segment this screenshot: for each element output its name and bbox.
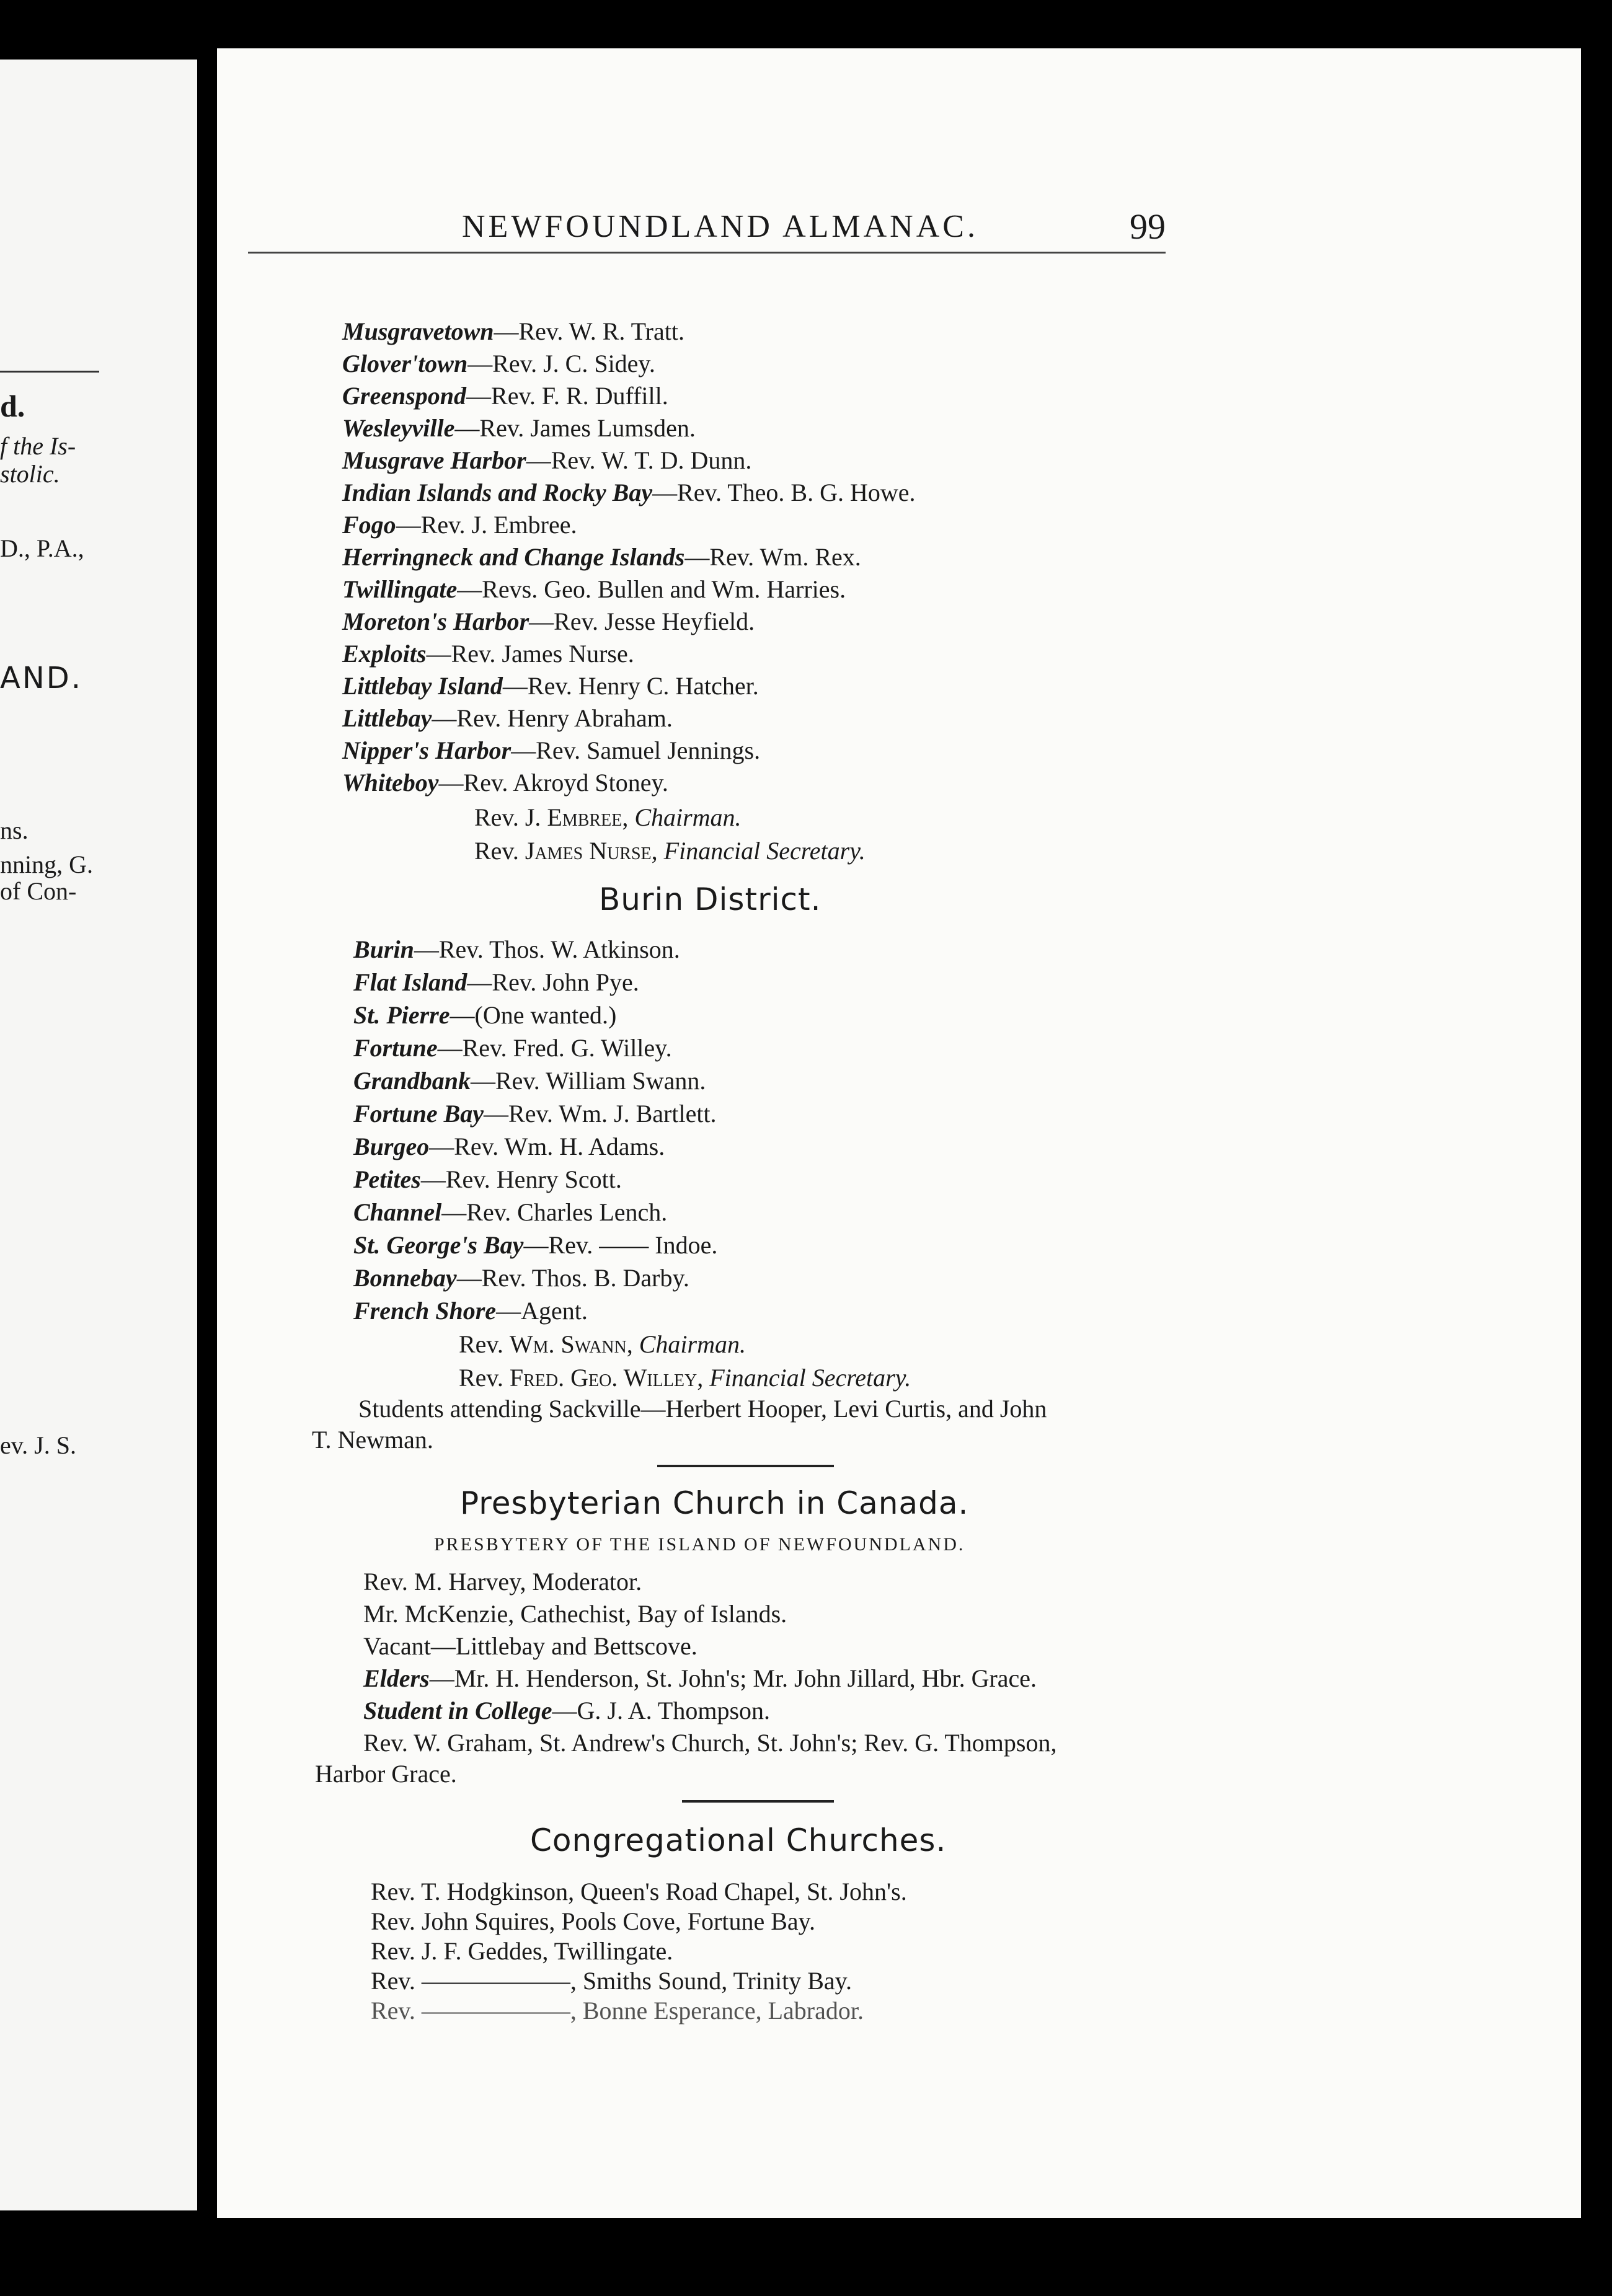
running-title: NEWFOUNDLAND ALMANAC. <box>462 209 978 244</box>
station-line: Burin—Rev. Thos. W. Atkinson. <box>353 935 680 963</box>
station-line: Fortune—Rev. Fred. G. Willey. <box>353 1034 672 1062</box>
presbyterian-line: Mr. McKenzie, Cathechist, Bay of Islands. <box>363 1600 787 1628</box>
chairman-line: Rev. J. Embree, Chairman. <box>474 803 742 831</box>
station-line: St. Pierre—(One wanted.) <box>353 1001 617 1029</box>
station-line: Moreton's Harbor—Rev. Jesse Heyfield. <box>342 607 755 635</box>
station-line: St. George's Bay—Rev. —— Indoe. <box>353 1231 718 1259</box>
previous-page-rule <box>0 371 99 373</box>
station-line: Indian Islands and Rocky Bay—Rev. Theo. B. G. Howe. <box>342 479 916 506</box>
station-line: Channel—Rev. Charles Lench. <box>353 1198 668 1226</box>
chairman-line: Rev. Wm. Swann, Chairman. <box>459 1330 746 1358</box>
station-line: Grandbank—Rev. William Swann. <box>353 1067 706 1095</box>
station-line: Nipper's Harbor—Rev. Samuel Jennings. <box>342 736 761 764</box>
presbyterian-line: Vacant—Littlebay and Bettscove. <box>363 1632 698 1660</box>
section-divider <box>657 1465 834 1467</box>
congregational-line: Rev. T. Hodgkinson, Queen's Road Chapel, St. John's. <box>371 1878 907 1905</box>
station-line: Greenspond—Rev. F. R. Duffill. <box>342 382 668 410</box>
previous-page-fragment: ev. J. S. <box>0 1431 76 1459</box>
burin-district-heading: Burin District. <box>599 881 822 917</box>
section-divider <box>682 1800 834 1803</box>
financial-secretary-line: Rev. James Nurse, Financial Secretary. <box>474 837 866 865</box>
running-head <box>248 208 1166 254</box>
previous-page-fragment: D., P.A., <box>0 534 84 562</box>
presbyterian-heading: Presbyterian Church in Canada. <box>460 1485 969 1521</box>
previous-page-fragment: of Con- <box>0 877 77 905</box>
previous-page-fragment: f the Is- <box>0 432 76 460</box>
previous-page-fragment: AND. <box>0 661 82 695</box>
elders-line: Elders—Mr. H. Henderson, St. John's; Mr. John Jillard, Hbr. Grace. <box>363 1664 1037 1692</box>
station-line: Burgeo—Rev. Wm. H. Adams. <box>353 1133 665 1160</box>
congregational-heading: Congregational Churches. <box>530 1822 947 1858</box>
station-line: Glover'town—Rev. J. C. Sidey. <box>342 350 655 378</box>
station-line: Twillingate—Revs. Geo. Bullen and Wm. Harries. <box>342 575 846 603</box>
congregational-line: Rev. ——————, Smiths Sound, Trinity Bay. <box>371 1967 852 1995</box>
previous-page-fragment: stolic. <box>0 460 60 488</box>
station-line: Fogo—Rev. J. Embree. <box>342 511 577 539</box>
congregational-line: Rev. John Squires, Pools Cove, Fortune Bay. <box>371 1907 816 1935</box>
station-line: Whiteboy—Rev. Akroyd Stoney. <box>342 769 668 797</box>
presbyterian-line-continued: Harbor Grace. <box>315 1760 457 1788</box>
presbyterian-line: Rev. W. Graham, St. Andrew's Church, St. John's; Rev. G. Thompson, <box>363 1729 1057 1757</box>
station-line: Fortune Bay—Rev. Wm. J. Bartlett. <box>353 1100 717 1128</box>
station-line: Herringneck and Change Islands—Rev. Wm. Rex. <box>342 543 861 571</box>
students-line-continued: T. Newman. <box>312 1426 433 1454</box>
station-line: Littlebay Island—Rev. Henry C. Hatcher. <box>342 672 759 700</box>
station-line: Bonnebay—Rev. Thos. B. Darby. <box>353 1264 689 1292</box>
previous-page-edge <box>0 60 197 2210</box>
congregational-line: Rev. J. F. Geddes, Twillingate. <box>371 1937 673 1965</box>
previous-page-fragment: d. <box>0 389 25 423</box>
presbytery-subheading: PRESBYTERY OF THE ISLAND OF NEWFOUNDLAND. <box>434 1534 965 1555</box>
previous-page-fragment: nning, G. <box>0 850 93 878</box>
station-line: Littlebay—Rev. Henry Abraham. <box>342 704 673 732</box>
station-line: French Shore—Agent. <box>353 1297 588 1325</box>
previous-page-fragment: ns. <box>0 816 29 844</box>
congregational-line: Rev. ——————, Bonne Esperance, Labrador. <box>371 1997 864 2024</box>
station-line: Wesleyville—Rev. James Lumsden. <box>342 414 696 442</box>
students-line: Students attending Sackville—Herbert Hooper, Levi Curtis, and John <box>358 1395 1047 1423</box>
presbyterian-line: Rev. M. Harvey, Moderator. <box>363 1568 642 1596</box>
station-line: Musgravetown—Rev. W. R. Tratt. <box>342 317 684 345</box>
station-line: Petites—Rev. Henry Scott. <box>353 1165 622 1193</box>
station-line: Musgrave Harbor—Rev. W. T. D. Dunn. <box>342 446 752 474</box>
page-number: 99 <box>1130 206 1166 247</box>
station-line: Flat Island—Rev. John Pye. <box>353 968 639 996</box>
station-line: Exploits—Rev. James Nurse. <box>342 640 634 668</box>
student-line: Student in College—G. J. A. Thompson. <box>363 1697 771 1724</box>
financial-secretary-line: Rev. Fred. Geo. Willey, Financial Secretary. <box>459 1364 911 1392</box>
